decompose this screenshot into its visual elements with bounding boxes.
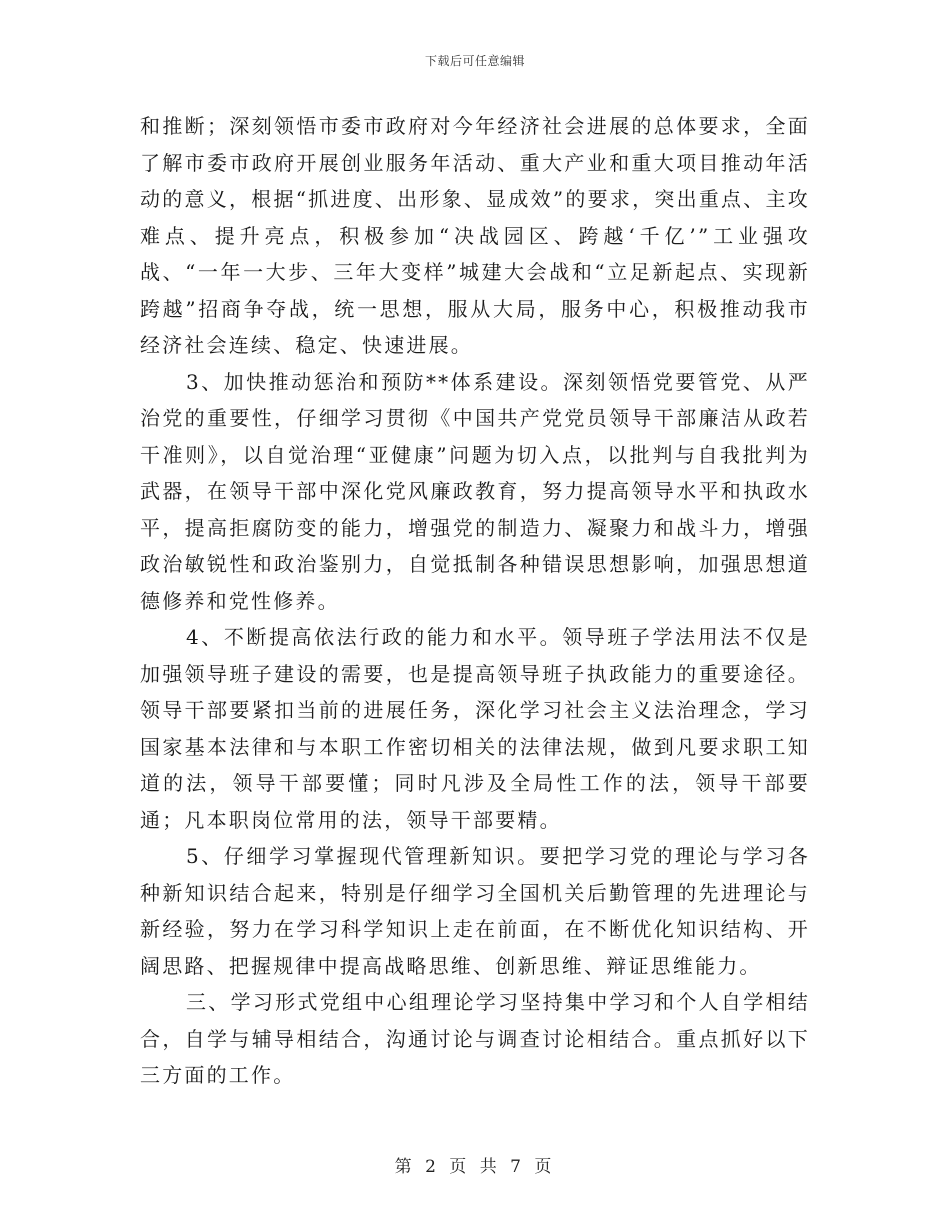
paragraph-item-5: 5、仔细学习掌握现代管理新知识。要把学习党的理论与学习各种新知识结合起来，特别是仔细学习全国机关后勤管理的先进理论与新经验，努力在学习科学知识上走在前面，在不断优化知识结构、开阔思路、把握规律中提高战略思维、创新思维、辩证思维能力。 (140, 844, 810, 978)
paragraph-section-3: 三、学习形式党组中心组理论学习坚持集中学习和个人自学相结合，自学与辅导相结合，沟通讨论与调查讨论相结合。重点抓好以下三方面的工作。 (140, 990, 810, 1087)
paragraph-item-3: 3、加快推动惩治和预防**体系建设。深刻领悟党要管党、从严治党的重要性，仔细学习贯彻《中国共产党党员领导干部廉洁从政若干准则》，以自觉治理“亚健康”问题为切入点，以批判与自我批判为武器，在领导干部中深化党风廉政教育，努力提高领导水平和执政水平，提高拒腐防变的能力，增强党的制造力、凝聚力和战斗力，增强政治敏锐性和政治鉴别力，自觉抵制各种错误思想影响，加强思想道德修养和党性修养。 (140, 369, 810, 613)
document-body (140, 108, 810, 1094)
paragraph-continuation: 和推断；深刻领悟市委市政府对今年经济社会进展的总体要求，全面了解市委市政府开展创业服务年活动、重大产业和重大项目推动年活动的意义，根据“抓进度、出形象、显成效”的要求，突出重点、主攻难点、提升亮点，积极参加“决战园区、跨越‘千亿’”工业强攻战、“一年一大步、三年大变样”城建大会战和“立足新起点、实现新跨越”招商争夺战，统一思想，服从大局，服务中心，积极推动我市经济社会连续、稳定、快速进展。 (140, 114, 810, 357)
paragraph-item-4: 4、不断提高依法行政的能力和水平。领导班子学法用法不仅是加强领导班子建设的需要，也是提高领导班子执政能力的重要途径。领导干部要紧扣当前的进展任务，深化学习社会主义法治理念，学习国家基本法律和与本职工作密切相关的法律法规，做到凡要求职工知道的法，领导干部要懂；同时凡涉及全局性工作的法，领导干部要通；凡本职岗位常用的法，领导干部要精。 (140, 625, 810, 832)
page-header: 下载后可任意编辑 (424, 54, 525, 68)
page-number: 第 2 页 共 7 页 (394, 1157, 556, 1177)
